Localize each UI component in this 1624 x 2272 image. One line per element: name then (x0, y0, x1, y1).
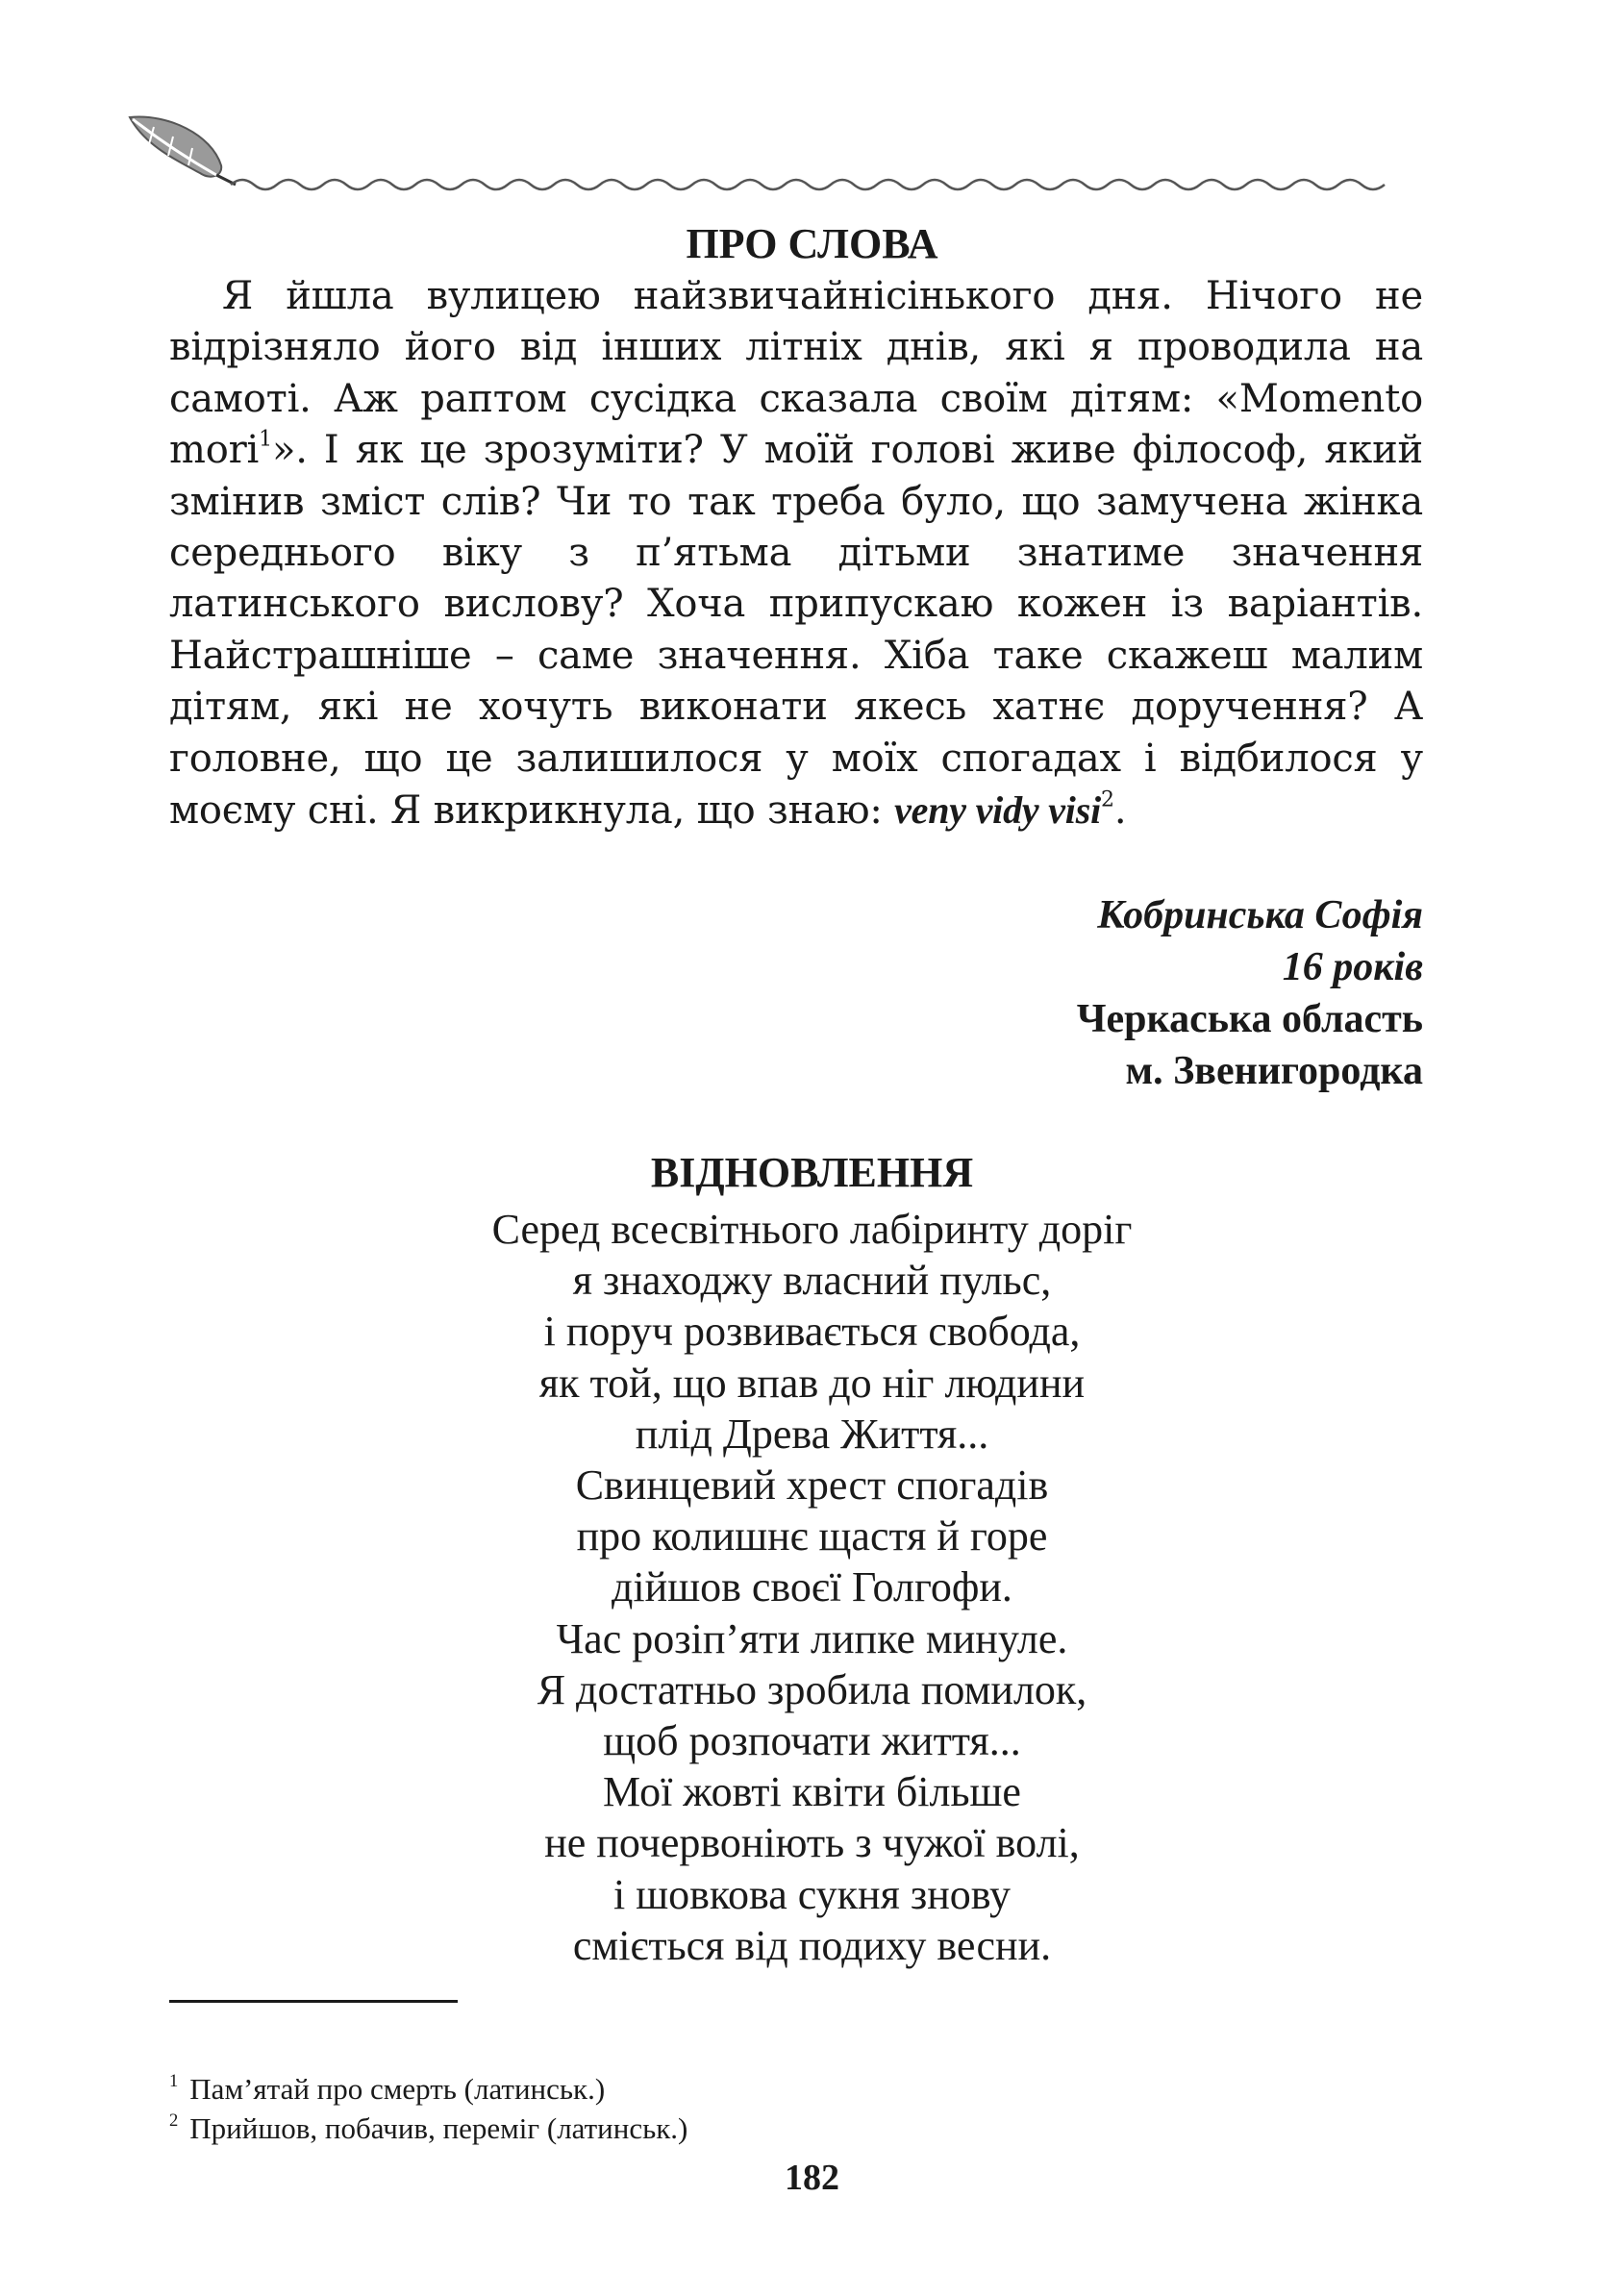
footnote-1: $^1$ Пам’ятай про смерть (латинськ.) (169, 2070, 606, 2106)
poem-line: плід Древа Життя... (635, 1410, 989, 1458)
poem-line: Свинцевий хрест спогадів (575, 1461, 1049, 1510)
essay-title: ПРО СЛОВА (686, 220, 938, 267)
footnote-ref-1: 1 (259, 427, 272, 452)
author-city: м. Звенигородка (1125, 1049, 1423, 1093)
poem-line: не почервоніють з чужої волі, (544, 1819, 1080, 1867)
essay-paragraph: Я йшла вулицею найзвичайнісінького дня. Нічого не відрізняло його від інших літніх днів, які я проводила на самоті. Аж раптом сусідка сказала своїм дітям: «Momento mori$^1$». І як це зрозуміти? У моїй голові живе філософ, який змінив зміст слів? Чи то так треба було, що замучена жінка середнього віку з п’ятьма дітьми знатиме значення латинського вислову? Хоча припускаю кожен із варіантів. Найстрашніше – саме значення. Хіба таке скажеш малим дітям, які не хочуть виконати якесь хатнє доручення? А головне, що це залишилося у моїх спогадах і відбилося у моєму сні. Я викрикнула, що знаю: veny vidy visi$^2$. (169, 274, 1423, 834)
footnote-2: $^2$ Прийшов, побачив, переміг (латинськ.) (169, 2110, 688, 2145)
footnote-ref-2: 2 (1101, 787, 1114, 812)
header-ornament (115, 106, 1433, 202)
author-signature (558, 889, 1423, 1097)
footnote-divider (169, 2000, 458, 2003)
feather-icon (130, 117, 236, 185)
poem-line: щоб розпочати життя... (603, 1717, 1021, 1765)
poem-line: сміється від подиху весни. (572, 1921, 1052, 1969)
latin-phrase: veny vidy visi (894, 788, 1102, 833)
poem-line: Час розіп’яти липке минуле. (556, 1614, 1068, 1662)
poem-line: і поруч розвивається свобода, (543, 1308, 1081, 1356)
poem-text (0, 1204, 1624, 1971)
essay-text (169, 271, 1423, 836)
wavy-line (231, 180, 1385, 189)
author-name: Кобринська Софія (1097, 893, 1423, 937)
author-age: 16 років (1282, 945, 1423, 989)
poem-line: дійшов своєї Голгофи. (612, 1563, 1012, 1611)
poem-line: про колишнє щастя й горе (576, 1512, 1048, 1560)
poem-line: і шовкова сукня знову (612, 1870, 1012, 1918)
poem-title: ВІДНОВЛЕННЯ (650, 1149, 974, 1196)
poem-line: Мої жовті квіти більше (603, 1768, 1021, 1816)
poem-line: Я достатньо зробила помилок, (537, 1665, 1087, 1713)
poem-line: я знаходжу власний пульс, (572, 1257, 1052, 1305)
author-region: Черкаська область (1076, 997, 1423, 1041)
poem-line: Серед всесвітнього лабіринту доріг (491, 1206, 1133, 1253)
poem-line: як той, що впав до ніг людини (538, 1359, 1086, 1407)
page-number: 182 (785, 2158, 839, 2198)
